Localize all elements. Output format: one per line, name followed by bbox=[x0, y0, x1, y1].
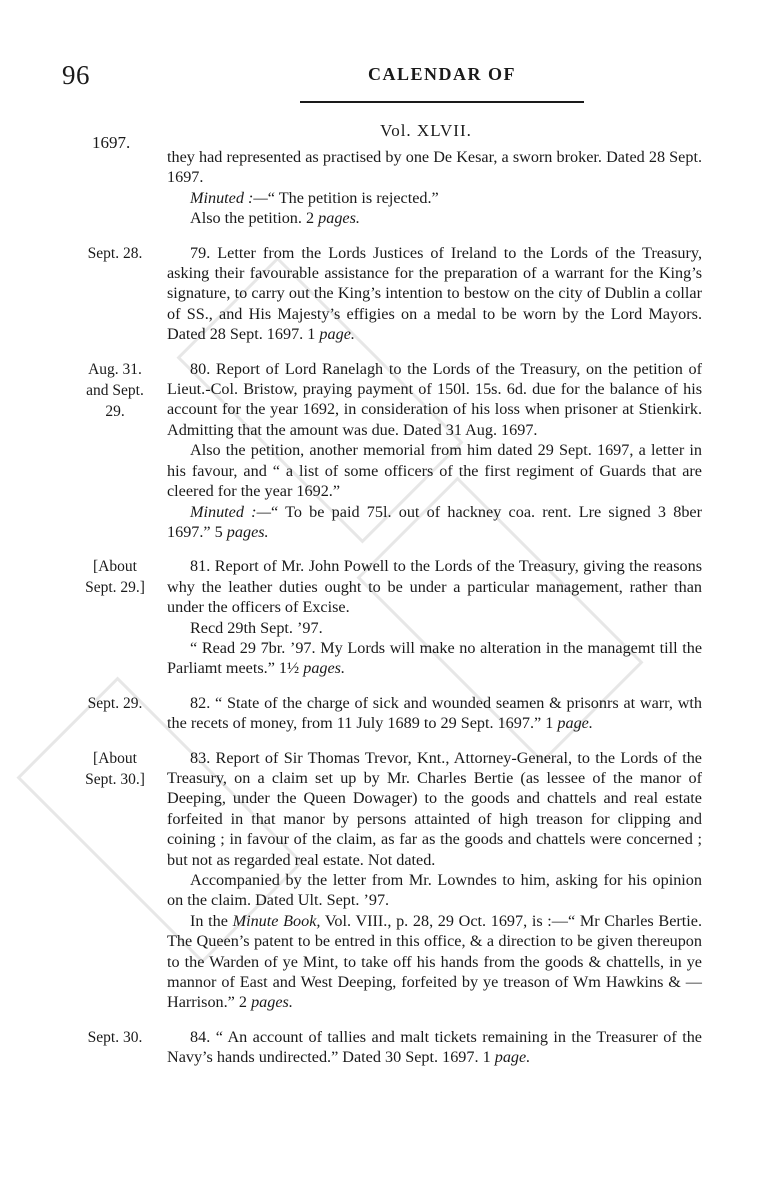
paragraph-text: 79. Letter from the Lords Justices of Ireland to the Lords of the Treasury, asking their favourable assistance for the preparation of a warrant for the King’s signature, to carry out the King’s intention to bestow on the city of Dublin a collar of SS., and His Majesty’s effigies on a medal to be worn by the Lord Mayors. Dated 28 Sept. 1697. 1 bbox=[167, 243, 702, 344]
paragraph-text: “ To be paid 75l. out of hackney coa. rent. Lre signed 3 8ber 1697.” 5 bbox=[167, 502, 702, 541]
entry-paragraph bbox=[167, 870, 702, 911]
entry-date: [About Sept. 29.] bbox=[85, 558, 145, 597]
entry-body bbox=[167, 1027, 702, 1068]
entry-date: Sept. 29. bbox=[87, 694, 143, 712]
entry-paragraph bbox=[167, 638, 702, 679]
entry-paragraph bbox=[167, 693, 702, 734]
entry-paragraph bbox=[167, 208, 702, 228]
entry-paragraph bbox=[167, 243, 702, 345]
running-head: CALENDAR OF bbox=[367, 64, 516, 84]
paragraph-text: 81. Report of Mr. John Powell to the Lords of the Treasury, giving the reasons why the leather duties ought to be under a particular management, rather than under the officers of Excise. bbox=[167, 557, 702, 617]
paragraph-text: Also the petition. 2 bbox=[190, 209, 319, 228]
calendar-entry bbox=[0, 359, 770, 543]
page-count: pages. bbox=[303, 659, 346, 678]
page-count: page. bbox=[557, 714, 593, 733]
page-count: pages. bbox=[318, 209, 360, 228]
entry-paragraph bbox=[167, 147, 702, 188]
entry-date: Sept. 30. bbox=[87, 1028, 143, 1046]
calendar-entry bbox=[0, 147, 770, 229]
paragraph-text: they had represented as practised by one De Kesar, a sworn broker. Dated 28 Sept. 1697. bbox=[167, 148, 702, 187]
entry-paragraph bbox=[167, 440, 702, 501]
entry-paragraph bbox=[167, 748, 702, 870]
calendar-entry bbox=[0, 556, 770, 678]
paragraph-text: “ The petition is rejected.” bbox=[267, 188, 439, 207]
minute-label: Minuted :— bbox=[190, 502, 271, 521]
minute-label: Minuted :— bbox=[190, 188, 268, 207]
paragraph-text: 82. “ State of the charge of sick and wounded seamen & prisonrs at warr, wth the recets of money, from 11 July 1689 to 29 Sept. 1697.” 1 bbox=[167, 693, 702, 733]
paragraph-lead: In the bbox=[190, 911, 233, 930]
entry-body bbox=[167, 243, 702, 345]
paragraph-text: Vol. VIII., p. 28, 29 Oct. 1697, is :—“ Mr Charles Bertie. The Queen’s patent to be entred in this office, & a direction to be given thereupon to the Warden of ye Mint, to take off his hands from the goods & chattells, in ye mannor of East and West Deeping, forfeited by ye treason of Wm Hawkins & — Harrison.” 2 bbox=[167, 911, 703, 1012]
paragraph-text: Accompanied by the letter from Mr. Lowndes to him, asking for his opinion on the claim. Dated Ult. Sept. ’97. bbox=[167, 871, 702, 910]
calendar-entry bbox=[0, 693, 770, 734]
minute-label: Minute Book, bbox=[232, 911, 321, 930]
entry-date: Aug. 31. and Sept. 29. bbox=[86, 360, 144, 420]
entries bbox=[0, 147, 770, 1082]
calendar-entry bbox=[0, 243, 770, 345]
entry-paragraph bbox=[167, 556, 702, 617]
entry-body bbox=[167, 359, 702, 543]
paragraph-text: 80. Report of Lord Ranelagh to the Lords of the Treasury, on the petition of Lieut.-Col. Bristow, praying payment of 150l. 15s. 6d. due for the balance of his account for the year 1692, in consideration of his loss when prisoner at Stienkirk. Admitting that the amount was due. Dated 31 Aug. 1697. bbox=[167, 359, 702, 439]
entry-body bbox=[167, 147, 702, 229]
calendar-entry bbox=[0, 748, 770, 1013]
paragraph-text: 84. “ An account of tallies and malt tickets remaining in the Treasurer of the Navy’s hands undirected.” Dated 30 Sept. 1697. 1 bbox=[167, 1027, 702, 1067]
paragraph-text: Recd 29th Sept. ’97. bbox=[190, 618, 323, 637]
paragraph-text: “ Read 29 7br. ’97. My Lords will make no alteration in the managemt till the Parliamt meets.” 1½ bbox=[167, 638, 702, 678]
page-count: pages. bbox=[251, 993, 293, 1012]
entry-date: Sept. 28. bbox=[87, 244, 143, 262]
year-margin: 1697. bbox=[92, 133, 131, 152]
paragraph-text: Also the petition, another memorial from him dated 29 Sept. 1697, a letter in his favour, and “ a list of some officers of the first regiment of Guards that are cleered for the year 1692.” bbox=[167, 441, 702, 501]
page-count: pages. bbox=[226, 522, 269, 541]
entry-paragraph bbox=[167, 359, 702, 441]
page-count: page. bbox=[319, 325, 355, 344]
entry-paragraph bbox=[167, 911, 702, 1013]
calendar-entry bbox=[0, 1027, 770, 1068]
entry-body bbox=[167, 748, 702, 1013]
entry-paragraph bbox=[167, 502, 702, 543]
volume-heading: Vol. XLVII. bbox=[380, 121, 472, 140]
paragraph-text: 83. Report of Sir Thomas Trevor, Knt., Attorney-General, to the Lords of the Treasury, on a claim set up by Mr. Charles Bertie (as lessee of the manor of Deeping, under the Queen Dowager) to the goods and chattels and real estate forfeited in that manor by persons attainted of high treason for clipping and coining ; in favour of the claim, as far as the goods and chattels were concerned ; but not as regarded real estate. Not dated. bbox=[167, 748, 702, 869]
page-number: 96 bbox=[62, 60, 90, 90]
header-rule bbox=[300, 101, 584, 103]
page-count: page. bbox=[494, 1048, 531, 1067]
entry-date: [About Sept. 30.] bbox=[85, 749, 145, 788]
entry-body bbox=[167, 693, 702, 734]
entry-body bbox=[167, 556, 702, 678]
entry-paragraph bbox=[167, 1027, 702, 1068]
entry-paragraph bbox=[167, 188, 702, 208]
entry-paragraph bbox=[167, 618, 702, 638]
